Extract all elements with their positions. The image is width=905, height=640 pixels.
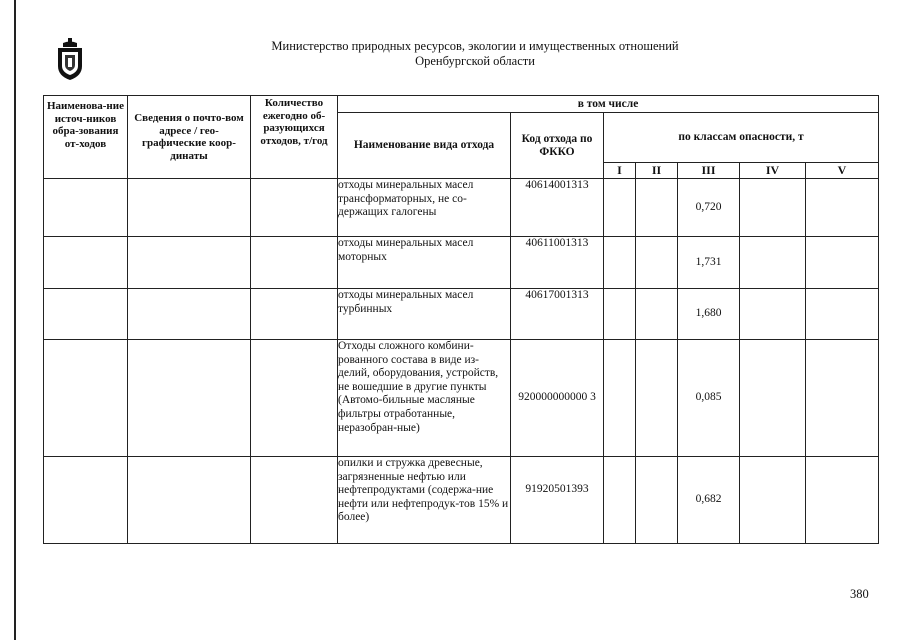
cell-waste-name: отходы минеральных масел трансформаторных, не со-держащих галогены	[338, 179, 511, 237]
cell-class-v	[806, 457, 879, 544]
cell-quantity	[251, 457, 338, 544]
header-class-iii: III	[678, 163, 740, 179]
cell-waste-name: опилки и стружка древесные, загрязненные нефтью или нефтепродуктами (содержа-ние нефти или нефтепродук-тов 15% и более)	[338, 457, 511, 544]
cell-fkko-code: 40614001313	[511, 179, 604, 237]
cell-class-ii	[636, 340, 678, 457]
header-quantity: Количество ежегодно об-разующихся отходов, т/год	[251, 96, 338, 179]
header-class-v: V	[806, 163, 879, 179]
header-line-1: Министерство природных ресурсов, экологии и имущественных отношений	[271, 39, 679, 53]
cell-class-ii	[636, 237, 678, 289]
cell-class-ii	[636, 289, 678, 340]
header-class-iv: IV	[740, 163, 806, 179]
cell-class-iv	[740, 340, 806, 457]
cell-class-i	[604, 457, 636, 544]
cell-address	[128, 237, 251, 289]
cell-class-i	[604, 179, 636, 237]
cell-waste-name: отходы минеральных масел моторных	[338, 237, 511, 289]
cell-fkko-code: 40611001313	[511, 237, 604, 289]
cell-address	[128, 340, 251, 457]
table-row	[44, 289, 879, 340]
waste-table	[43, 95, 879, 544]
cell-class-iv	[740, 457, 806, 544]
cell-address	[128, 457, 251, 544]
cell-class-iv	[740, 289, 806, 340]
cell-class-i	[604, 340, 636, 457]
cell-address	[128, 179, 251, 237]
cell-class-ii	[636, 457, 678, 544]
header-hazard-classes: по классам опасности, т	[604, 113, 879, 163]
cell-source	[44, 457, 128, 544]
table-row	[44, 237, 879, 289]
cell-class-v	[806, 179, 879, 237]
cell-waste-name: Отходы сложного комбини-рованного состава в виде из-делий, оборудования, устройств, не вошедшие в другие пункты (Автомо-бильные масляные фильтры отработанные, неразобран-ные)	[338, 340, 511, 457]
cell-fkko-code: 91920501393	[511, 457, 604, 544]
cell-quantity	[251, 340, 338, 457]
cell-source	[44, 179, 128, 237]
cell-class-iii: 0,720	[678, 179, 740, 237]
cell-class-iv	[740, 179, 806, 237]
cell-fkko-code: 40617001313	[511, 289, 604, 340]
header-class-i: I	[604, 163, 636, 179]
cell-quantity	[251, 179, 338, 237]
header-including: в том числе	[338, 96, 879, 113]
cell-quantity	[251, 237, 338, 289]
cell-waste-name: отходы минеральных масел турбинных	[338, 289, 511, 340]
cell-class-v	[806, 289, 879, 340]
document-header	[240, 39, 710, 69]
cell-class-v	[806, 340, 879, 457]
cell-class-v	[806, 237, 879, 289]
cell-class-ii	[636, 179, 678, 237]
cell-fkko-code: 920000000000 3	[511, 340, 604, 457]
table-row	[44, 179, 879, 237]
page-edge-line	[14, 0, 16, 640]
cell-class-iii: 1,731	[678, 237, 740, 289]
cell-quantity	[251, 289, 338, 340]
cell-class-iii: 0,085	[678, 340, 740, 457]
cell-class-iii: 1,680	[678, 289, 740, 340]
header-class-ii: II	[636, 163, 678, 179]
header-waste-name: Наименование вида отхода	[338, 113, 511, 179]
table-row	[44, 340, 879, 457]
page-number: 380	[850, 587, 869, 601]
cell-class-iii: 0,682	[678, 457, 740, 544]
cell-class-iv	[740, 237, 806, 289]
header-source: Наименова-ние источ-ников обра-зования от-ходов	[44, 96, 128, 179]
cell-source	[44, 289, 128, 340]
cell-address	[128, 289, 251, 340]
cell-class-i	[604, 289, 636, 340]
header-fkko-code: Код отхода по ФККО	[511, 113, 604, 179]
coat-of-arms-icon	[55, 38, 85, 80]
header-line-2: Оренбургской области	[415, 54, 535, 68]
header-address: Сведения о почто-вом адресе / гео-графические коор-динаты	[128, 96, 251, 179]
cell-source	[44, 237, 128, 289]
table-row	[44, 457, 879, 544]
cell-class-i	[604, 237, 636, 289]
cell-source	[44, 340, 128, 457]
